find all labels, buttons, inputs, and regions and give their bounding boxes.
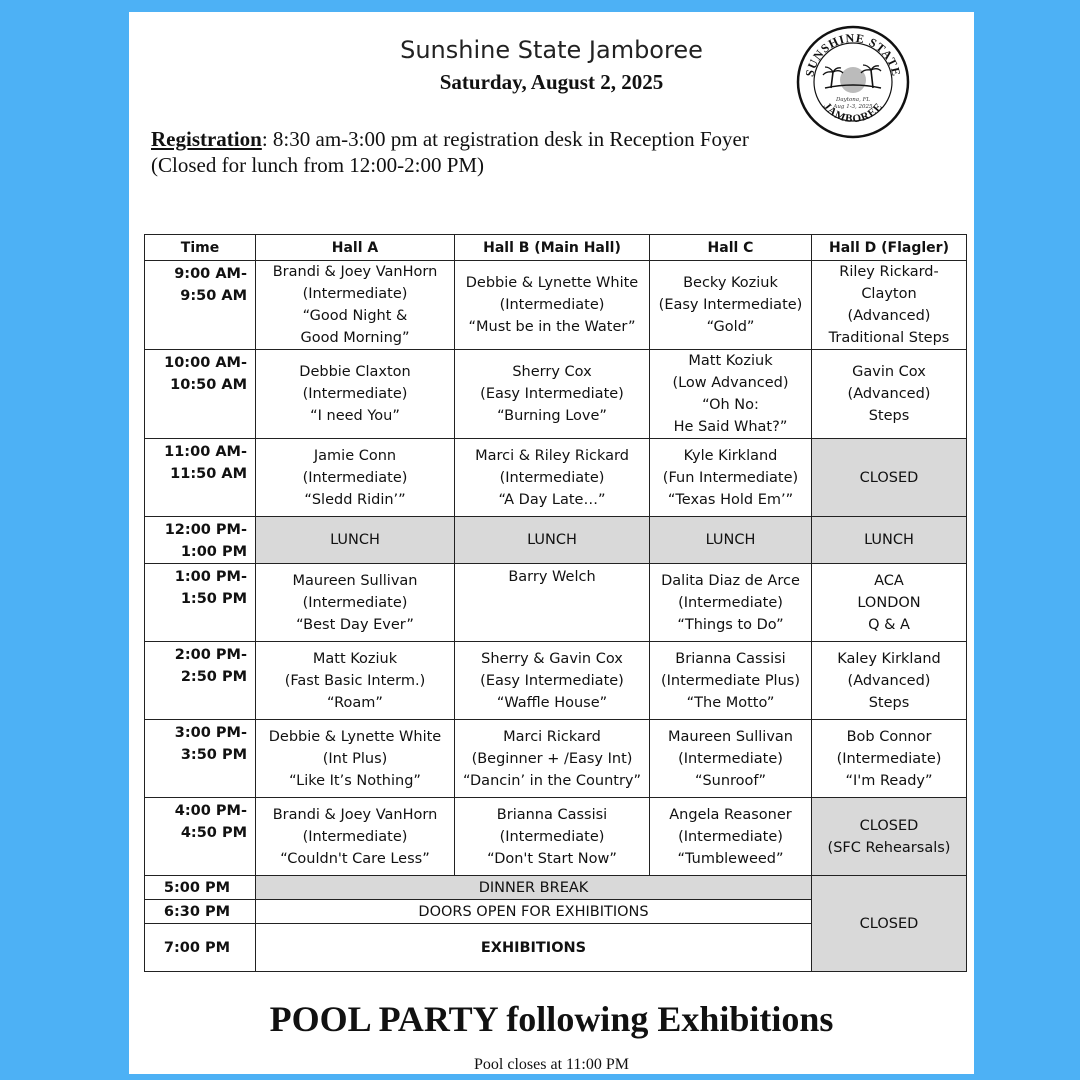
cell-line: Sherry Cox <box>512 364 592 380</box>
cell-line: Kyle Kirkland <box>683 447 778 464</box>
time-slot-cell <box>145 720 256 798</box>
cell-line: “Good Night & <box>302 308 408 324</box>
pool-party-headline: POOL PARTY following Exhibitions <box>269 999 834 1039</box>
cell-line: (Intermediate) <box>302 594 408 611</box>
svg-text:Aug 1-3, 2025: Aug 1-3, 2025 <box>833 104 873 110</box>
cell-line: Debbie & Lynette White <box>268 728 442 745</box>
hall-b-session-cell <box>455 261 650 350</box>
cell-line: LUNCH <box>864 532 914 548</box>
table-row <box>145 261 967 350</box>
cell-line: “Roam” <box>327 694 383 711</box>
time-slot-cell: 7:00 PM <box>145 924 256 972</box>
cell-line: “Sledd Ridin’” <box>304 491 406 508</box>
cell-line: 4:00 PM- <box>174 803 247 819</box>
cell-line: Steps <box>868 694 910 711</box>
cell-line: “Things to Do” <box>677 616 784 633</box>
cell-line: Maureen Sullivan <box>292 572 418 589</box>
hall-d-session-cell <box>812 517 967 564</box>
hall-a-session-cell <box>256 439 455 517</box>
cell-line: “I need You” <box>310 408 400 424</box>
hall-a-session-cell <box>256 517 455 564</box>
event-date: Saturday, August 2, 2025 <box>439 70 664 94</box>
cell-line: Brianna Cassisi <box>496 806 608 823</box>
hall-c-session-cell <box>650 720 812 798</box>
cell-line: Clayton <box>861 286 917 302</box>
cell-line: “Dancin’ in the Country” <box>462 772 642 789</box>
time-slot-cell <box>145 798 256 876</box>
hall-a-session-cell <box>256 798 455 876</box>
cell-line: “Texas Hold Em’” <box>667 491 794 508</box>
cell-line: (Advanced) <box>847 308 931 324</box>
cell-line: CLOSED <box>859 469 919 486</box>
hall-c-session-cell <box>650 517 812 564</box>
svg-text:JAMBOREE: JAMBOREE <box>820 100 886 126</box>
cell-line: 10:50 AM <box>170 377 247 393</box>
hall-a-session-cell <box>256 720 455 798</box>
cell-line: ACA <box>874 572 904 589</box>
cell-line: (Intermediate) <box>678 750 783 767</box>
hall-c-session-cell <box>650 350 812 439</box>
hall-c-session-cell <box>650 798 812 876</box>
time-slot-cell <box>145 439 256 517</box>
cell-line: Brandi & Joey VanHorn <box>272 264 438 280</box>
cell-line: Traditional Steps <box>828 330 950 346</box>
cell-line: Brandi & Joey VanHorn <box>272 806 438 823</box>
cell-line: 1:50 PM <box>180 591 247 607</box>
cell-line: (Intermediate) <box>836 750 942 767</box>
cell-line: LONDON <box>857 594 921 611</box>
cell-line: (Advanced) <box>847 386 931 402</box>
event-title: Sunshine State Jamboree <box>400 36 703 64</box>
cell-line: “Burning Love” <box>497 408 607 424</box>
cell-line: “Don't Start Now” <box>487 850 617 867</box>
sunshine-state-seal-logo <box>795 24 911 140</box>
cell-line: 2:50 PM <box>180 669 247 685</box>
cell-line: Brianna Cassisi <box>675 650 786 667</box>
cell-line: LUNCH <box>527 532 577 548</box>
cell-line: “Like It’s Nothing” <box>289 772 421 789</box>
evening-event-cell: DINNER BREAK <box>256 876 812 900</box>
cell-line: Gavin Cox <box>852 364 926 380</box>
header-hall-d: Hall D (Flagler) <box>812 235 967 261</box>
svg-text:SUNSHINE STATE: SUNSHINE STATE <box>802 30 904 78</box>
registration-info <box>151 126 871 178</box>
time-slot-cell <box>145 642 256 720</box>
hall-d-session-cell <box>812 642 967 720</box>
registration-hours: : 8:30 am-3:00 pm at registration desk in Reception Foyer <box>261 127 749 151</box>
cell-line: (Easy Intermediate) <box>480 386 624 402</box>
hall-d-session-cell <box>812 350 967 439</box>
cell-line: LUNCH <box>705 532 756 548</box>
table-row <box>145 350 967 439</box>
cell-line: 1:00 PM <box>180 544 247 560</box>
cell-line: Debbie & Lynette White <box>465 275 639 291</box>
header-time: Time <box>145 235 256 261</box>
cell-line: “Must be in the Water” <box>468 319 636 335</box>
cell-line: 2:00 PM- <box>174 647 247 663</box>
hall-d-session-cell <box>812 439 967 517</box>
hall-a-session-cell <box>256 350 455 439</box>
time-slot-cell <box>145 261 256 350</box>
cell-line: (Intermediate) <box>678 828 783 845</box>
cell-line: (Beginner + /Easy Int) <box>471 750 633 767</box>
cell-line: “Tumbleweed” <box>677 850 784 867</box>
cell-line: (Advanced) <box>847 672 931 689</box>
hall-a-session-cell <box>256 642 455 720</box>
cell-line: (Fast Basic Interm.) <box>284 672 426 689</box>
table-row <box>145 642 967 720</box>
cell-line: Matt Koziuk <box>688 353 773 369</box>
hall-c-session-cell <box>650 642 812 720</box>
cell-line: (Intermediate) <box>678 594 783 611</box>
header-hall-c: Hall C <box>650 235 812 261</box>
table-row <box>145 439 967 517</box>
cell-line: Jamie Conn <box>313 447 397 464</box>
cell-line: “I'm Ready” <box>845 772 933 789</box>
cell-line: (Intermediate) <box>302 469 408 486</box>
cell-line: Maureen Sullivan <box>667 728 793 745</box>
cell-line: Riley Rickard- <box>839 264 939 280</box>
cell-line: “Best Day Ever” <box>296 616 414 633</box>
cell-line: 4:50 PM <box>180 825 247 841</box>
cell-line: 3:50 PM <box>180 747 247 763</box>
cell-line: 9:00 AM- <box>174 266 247 282</box>
cell-line: Marci & Riley Rickard <box>475 447 629 464</box>
hall-d-evening-closed-cell: CLOSED <box>812 876 967 972</box>
header-hall-a: Hall A <box>256 235 455 261</box>
time-slot-cell: 5:00 PM <box>145 876 256 900</box>
cell-line: (Intermediate Plus) <box>661 672 800 689</box>
hall-d-session-cell <box>812 798 967 876</box>
hall-d-session-cell <box>812 261 967 350</box>
registration-label: Registration <box>151 127 262 151</box>
cell-line: “Sunroof” <box>694 772 767 789</box>
hall-c-session-cell <box>650 564 812 642</box>
cell-line: “The Motto” <box>686 694 775 711</box>
cell-line: (Fun Intermediate) <box>662 469 799 486</box>
hall-b-session-cell <box>455 439 650 517</box>
cell-line: Becky Koziuk <box>683 275 778 291</box>
hall-b-session-cell <box>455 564 650 642</box>
cell-line: Matt Koziuk <box>312 650 398 667</box>
cell-line: (Low Advanced) <box>672 375 789 391</box>
hall-b-session-cell <box>455 720 650 798</box>
schedule-header-row <box>145 235 967 261</box>
cell-line: CLOSED <box>859 817 919 834</box>
cell-line: (Intermediate) <box>302 386 408 402</box>
cell-line: Barry Welch <box>508 569 596 585</box>
cell-line: 9:50 AM <box>180 288 247 304</box>
hall-d-session-cell <box>812 564 967 642</box>
table-row <box>145 876 967 900</box>
hall-b-session-cell <box>455 517 650 564</box>
cell-line: (Intermediate) <box>302 828 408 845</box>
hall-c-session-cell <box>650 261 812 350</box>
hall-c-session-cell <box>650 439 812 517</box>
cell-line: (Easy Intermediate) <box>480 672 624 689</box>
table-row <box>145 517 967 564</box>
cell-line: Good Morning” <box>300 330 410 346</box>
hall-a-session-cell <box>256 261 455 350</box>
cell-line: “Oh No: <box>702 397 759 413</box>
cell-line: “Waffle House” <box>496 694 608 711</box>
cell-line: “Gold” <box>706 319 755 335</box>
cell-line: Sherry & Gavin Cox <box>481 650 623 667</box>
cell-line: Debbie Claxton <box>299 364 411 380</box>
cell-line: Kaley Kirkland <box>837 650 941 667</box>
cell-line: (Intermediate) <box>499 828 605 845</box>
cell-line: (Easy Intermediate) <box>658 297 803 313</box>
cell-line: Bob Connor <box>846 728 932 745</box>
cell-line: 11:00 AM- <box>164 444 247 460</box>
cell-line: (Int Plus) <box>322 750 388 767</box>
cell-line: 1:00 PM- <box>174 569 247 585</box>
cell-line: Angela Reasoner <box>669 806 792 823</box>
table-row <box>145 564 967 642</box>
schedule-table <box>144 234 967 972</box>
svg-text:Daytona, FL: Daytona, FL <box>835 97 871 103</box>
evening-event-cell: EXHIBITIONS <box>256 924 812 972</box>
cell-line: He Said What?” <box>673 419 788 435</box>
schedule-sheet <box>129 12 974 1074</box>
hall-a-session-cell <box>256 564 455 642</box>
hall-b-session-cell <box>455 798 650 876</box>
time-slot-cell <box>145 517 256 564</box>
cell-line: 11:50 AM <box>170 466 247 482</box>
cell-line: Dalita Diaz de Arce <box>661 572 800 589</box>
table-row <box>145 720 967 798</box>
registration-lunch-note: (Closed for lunch from 12:00-2:00 PM) <box>151 153 485 177</box>
cell-line: “A Day Late…” <box>498 491 606 508</box>
cell-line: Q & A <box>868 616 910 633</box>
cell-line: (SFC Rehearsals) <box>827 839 951 856</box>
table-row <box>145 798 967 876</box>
time-slot-cell: 6:30 PM <box>145 900 256 924</box>
header-hall-b: Hall B (Main Hall) <box>455 235 650 261</box>
cell-line: Steps <box>868 408 910 424</box>
cell-line: LUNCH <box>330 532 380 548</box>
cell-line: (Intermediate) <box>499 297 605 313</box>
cell-line: Marci Rickard <box>503 728 601 745</box>
time-slot-cell <box>145 564 256 642</box>
cell-line: (Intermediate) <box>499 469 605 486</box>
cell-line: 3:00 PM- <box>174 725 247 741</box>
cell-line: 10:00 AM- <box>164 355 247 371</box>
cell-line: “Couldn't Care Less” <box>280 850 430 867</box>
cell-line: 12:00 PM- <box>164 522 247 538</box>
hall-d-session-cell <box>812 720 967 798</box>
hall-b-session-cell <box>455 642 650 720</box>
cell-line: (Intermediate) <box>302 286 408 302</box>
time-slot-cell <box>145 350 256 439</box>
evening-event-cell: DOORS OPEN FOR EXHIBITIONS <box>256 900 812 924</box>
pool-closing-note: Pool closes at 11:00 PM <box>474 1056 629 1073</box>
hall-b-session-cell <box>455 350 650 439</box>
